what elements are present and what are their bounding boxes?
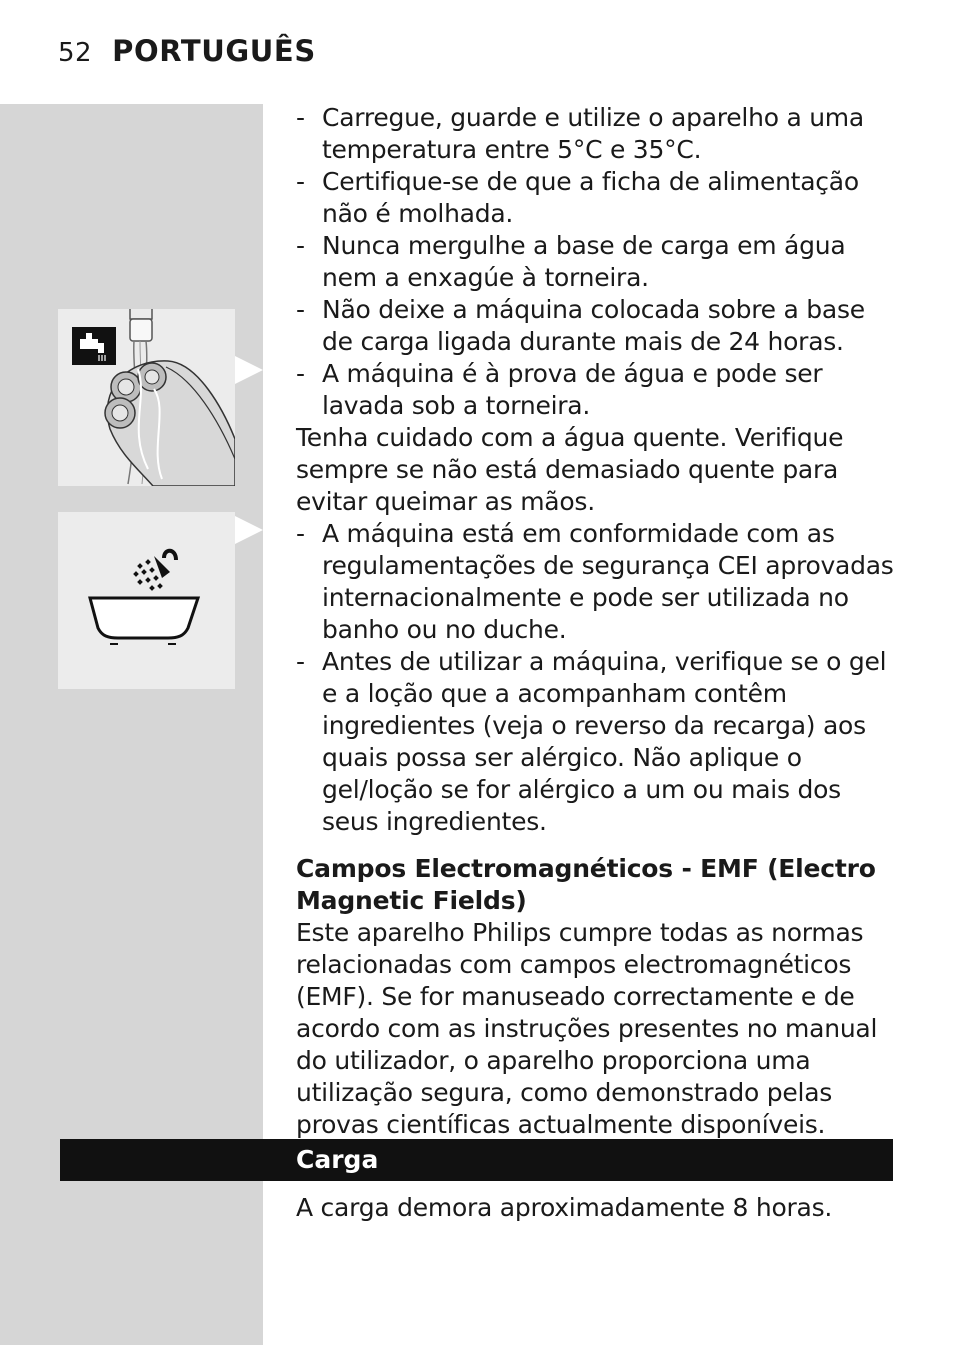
charging-text: A carga demora aproximadamente 8 horas. [296,1193,833,1222]
emf-heading: Campos Electromagnéticos - EMF (Electro Magnetic Fields) [296,854,876,915]
bullet-dash: - [296,103,305,132]
list-item [296,230,896,294]
list-item-text: Carregue, guarde e utilize o aparelho a uma temperatura entre 5°C e 35°C. [322,103,864,164]
list-item-text: Não deixe a máquina colocada sobre a base de carga ligada durante mais de 24 horas. [322,295,865,356]
illustration-pointer [235,356,263,384]
list-item-text: A máquina está em conformidade com as regulamentações de segurança CEI aprovadas internacionalmente e pode ser utilizada no banho ou no duche. [322,519,894,644]
list-item [296,166,896,230]
emf-body: Este aparelho Philips cumpre todas as normas relacionadas com campos electromagnéticos (EMF). Se for manuseado correctamente e de acordo com as instruções presentes no manual do utilizador, o aparelho proporciona uma utilização segura, como demonstrado pelas provas científicas actualmente disponíveis. [296,918,878,1139]
bullet-dash: - [296,167,305,196]
section-bar-charging [60,1139,893,1181]
list-item-text: Certifique-se de que a ficha de alimentação não é molhada. [322,167,859,228]
shaver-rinse-icon [58,309,235,486]
list-item-text: A máquina é à prova de água e pode ser lavada sob a torneira. [322,359,823,420]
bullet-dash: - [296,647,305,676]
bullet-dash: - [296,359,305,388]
bathtub-shower-icon [58,512,235,689]
bullet-dash: - [296,519,305,548]
list-item [296,102,896,166]
list-item-text: Antes de utilizar a máquina, verifique se o gel e a loção que a acompanham contêm ingredientes (veja o reverso da recarga) aos quais possa ser alérgico. Não aplique o gel/loção se for alérgico a um ou mais dos seus ingredientes. [322,647,887,836]
page-number: 52 [58,38,93,68]
bullet-dash: - [296,295,305,324]
list-item-text: Nunca mergulhe a base de carga em água nem a enxagúe à torneira. [322,231,846,292]
main-content [296,102,896,1141]
page-title: PORTUGUÊS [112,34,316,68]
bathtub-shower-illustration [58,512,235,689]
list-item [296,646,896,838]
list-item [296,518,896,646]
list-item [296,294,896,358]
section-title-charging: Carga [296,1145,379,1174]
shaver-under-tap-illustration [58,309,235,486]
list-item [296,358,896,422]
page-header [58,34,316,68]
warning-paragraph: Tenha cuidado com a água quente. Verifique sempre se não está demasiado quente para evitar queimar as mãos. [296,423,844,516]
bullet-dash: - [296,231,305,260]
illustration-pointer [235,516,263,544]
